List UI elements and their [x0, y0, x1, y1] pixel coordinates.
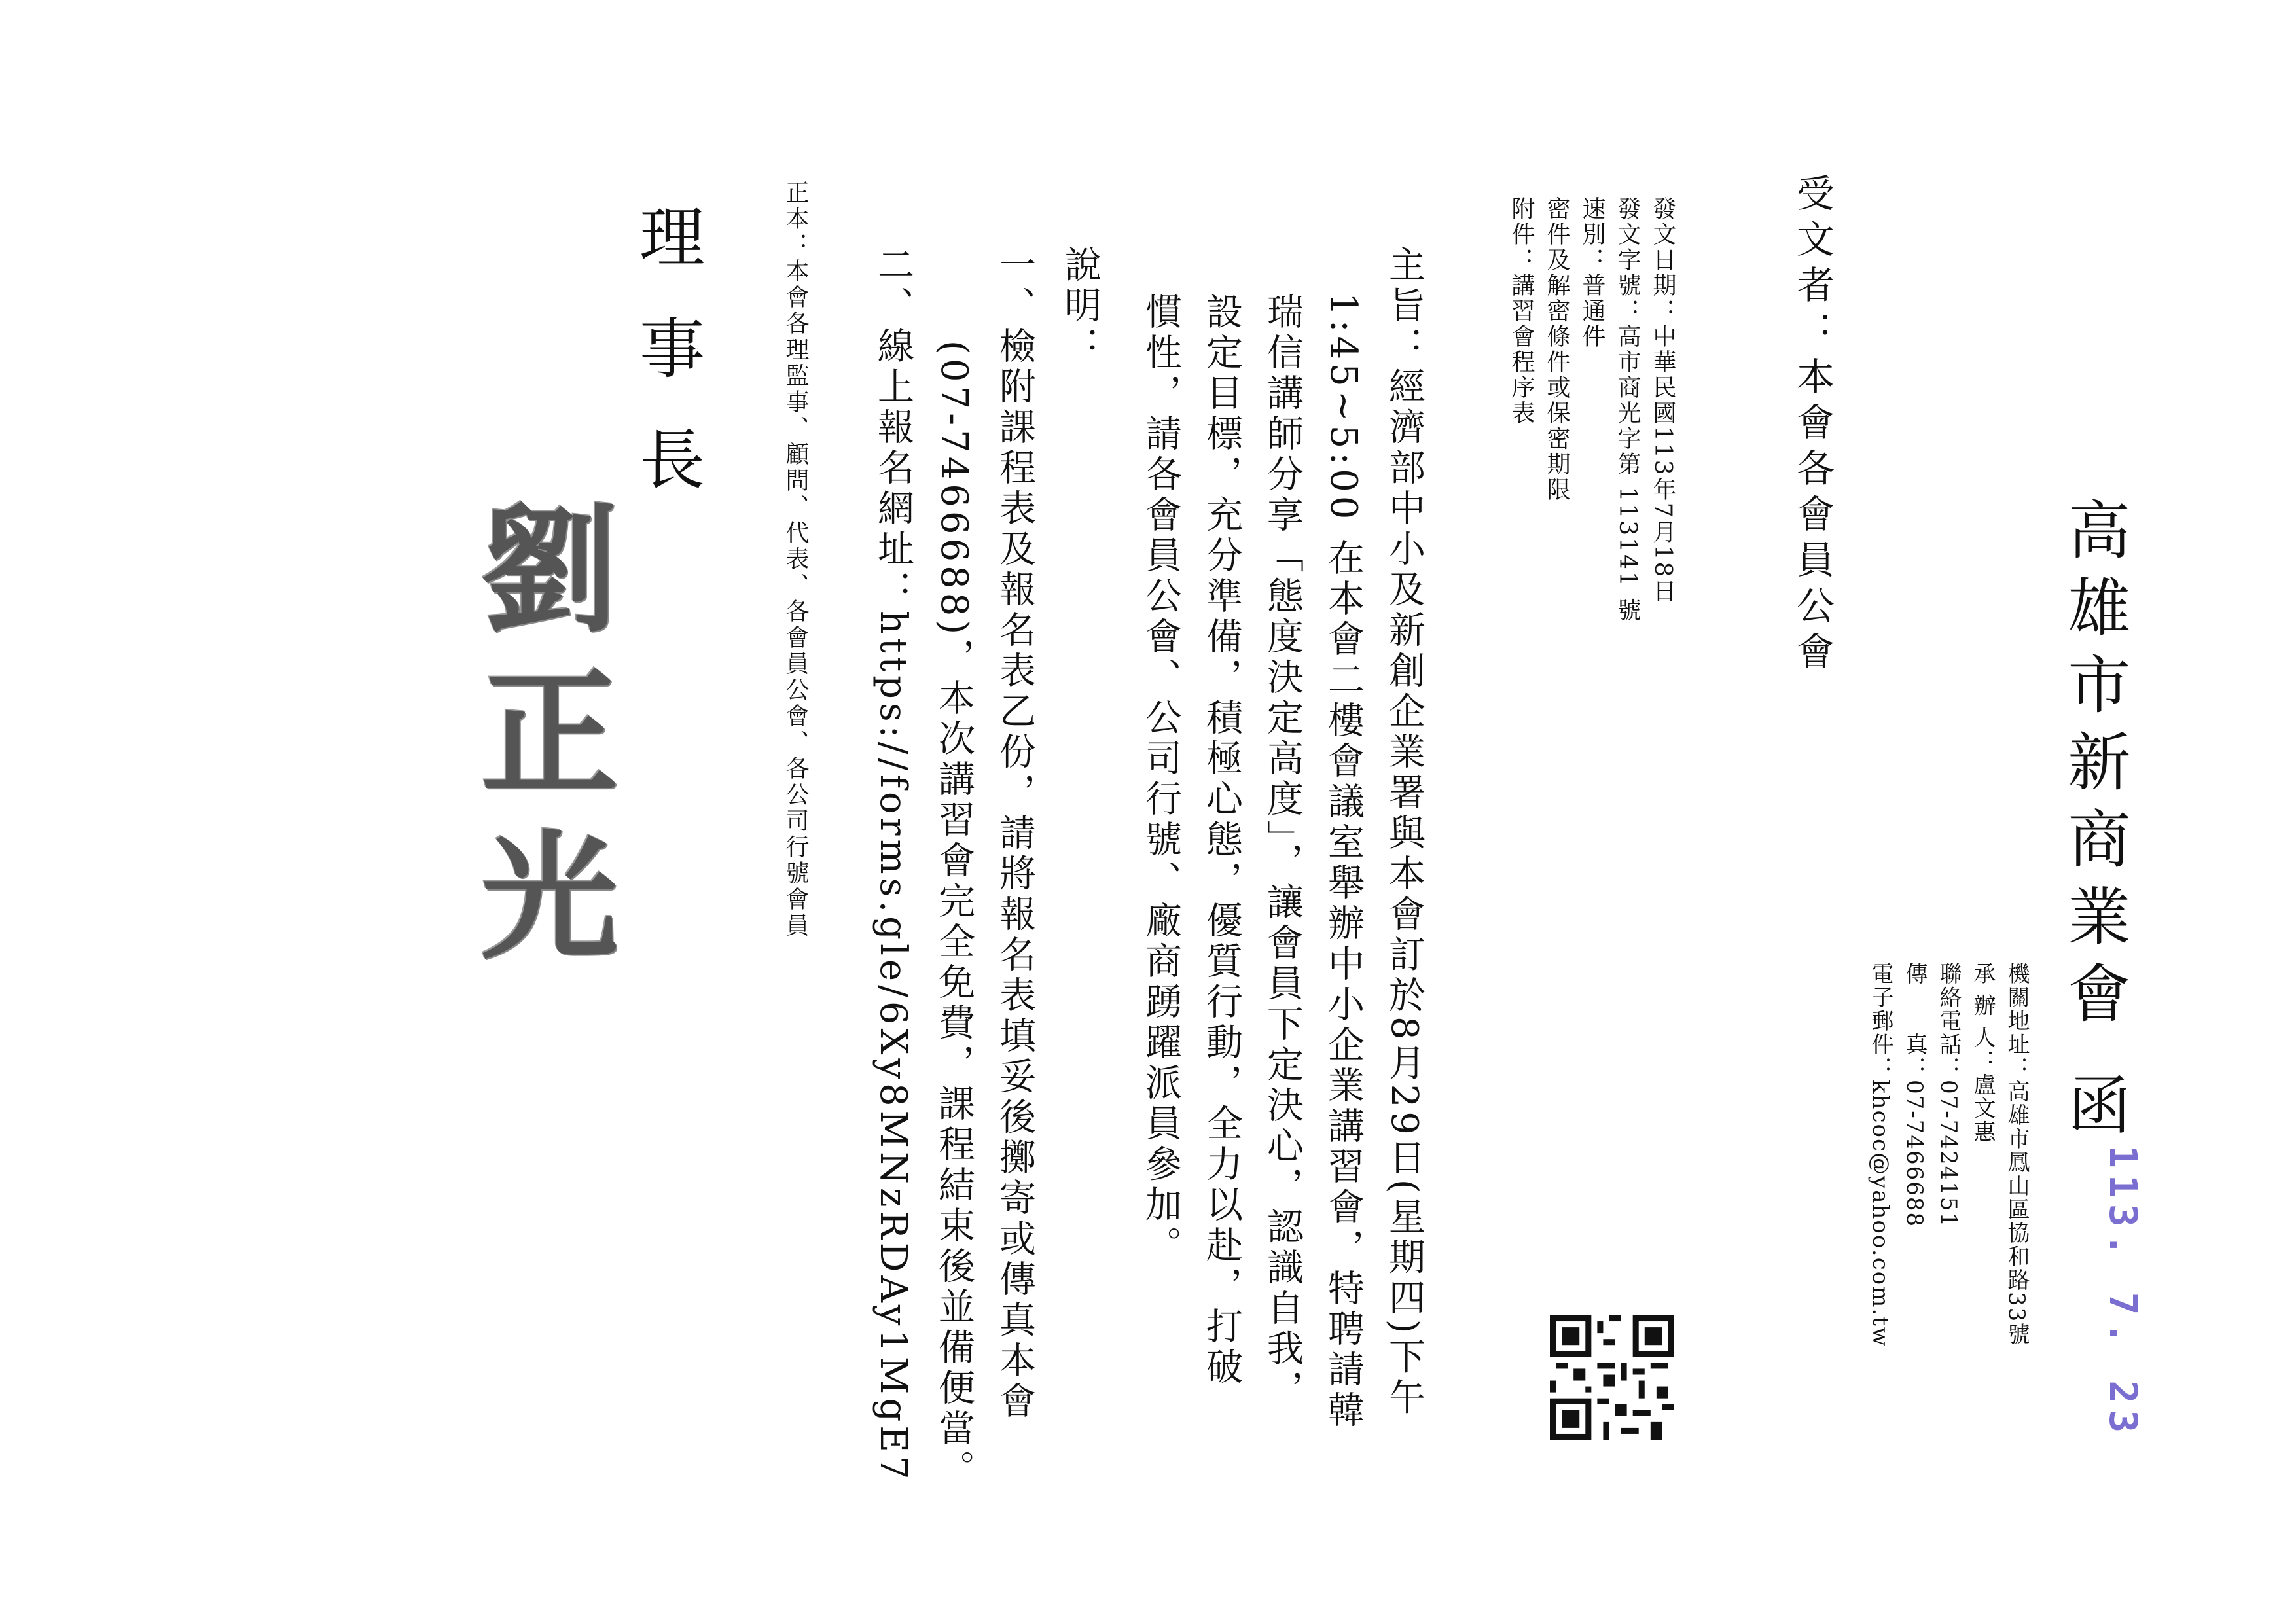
- recipient: 受文者：本會各會員公會: [1790, 173, 1835, 677]
- explanation-item-1: 一、檢附課程表及報名表乙份，請將報名表填妥後擲寄或傳真本會: [994, 245, 1036, 1422]
- organization-title: 高雄市新商業會 函: [2058, 497, 2131, 1150]
- document-number: 發文字號：高市商光字第 113141 號: [1614, 196, 1641, 624]
- contact-fax: 傳 真：07-7466688: [1901, 962, 1928, 1228]
- attachment: 附件：講習會程序表: [1508, 196, 1535, 426]
- contact-email: 電子郵件：khcoc@yahoo.com.tw: [1867, 962, 1893, 1347]
- qr-code-image: [1550, 1315, 1674, 1440]
- subject-line-4: 設定目標，充分準備，積極心態，優質行動，全力以赴，打破: [1200, 293, 1243, 1388]
- distribution-list: 正本：本會各理監事、顧問、代表、各會員公會、各公司行號會員: [782, 180, 809, 939]
- secrecy-condition: 密件及解密條件或保密期限: [1543, 196, 1570, 503]
- subject-line-5: 慣性，請各會員公會、公司行號、廠商踴躍派員參加。: [1139, 293, 1182, 1266]
- received-date-stamp: 113. 7. 23: [2101, 1145, 2145, 1440]
- subject-line-2: 1:45~5:00 在本會二樓會議室舉辦中小企業講習會，特聘請韓: [1322, 293, 1365, 1432]
- explanation-heading: 說明：: [1059, 245, 1102, 367]
- contact-phone: 聯絡電話：07-7424151: [1935, 962, 1962, 1228]
- subject-line-1: 主旨：經濟部中小及新創企業署與本會訂於8月29日(星期四)下午: [1383, 245, 1426, 1419]
- contact-address: 機關地址：高雄市鳳山區協和路33號: [2003, 962, 2030, 1347]
- signer-title: 理事長: [628, 203, 705, 537]
- delivery-speed: 速別：普通件: [1579, 196, 1605, 349]
- explanation-item-2: 二、線上報名網址：https://forms.gle/6Xy8MNzRDAy1MgE7: [872, 245, 914, 1484]
- contact-handler: 承 辦 人：盧文惠: [1969, 962, 1996, 1144]
- explanation-item-1-cont: (07-7466688)，本次講習會完全免費，課程結束後並備便當。: [933, 340, 975, 1491]
- subject-line-3: 瑞信講師分享「態度決定高度」，讓會員下定決心，認識自我，: [1261, 293, 1304, 1410]
- signature-stamp: 劉正光: [458, 497, 620, 988]
- issue-date: 發文日期：中華民國113年7月18日: [1649, 196, 1676, 605]
